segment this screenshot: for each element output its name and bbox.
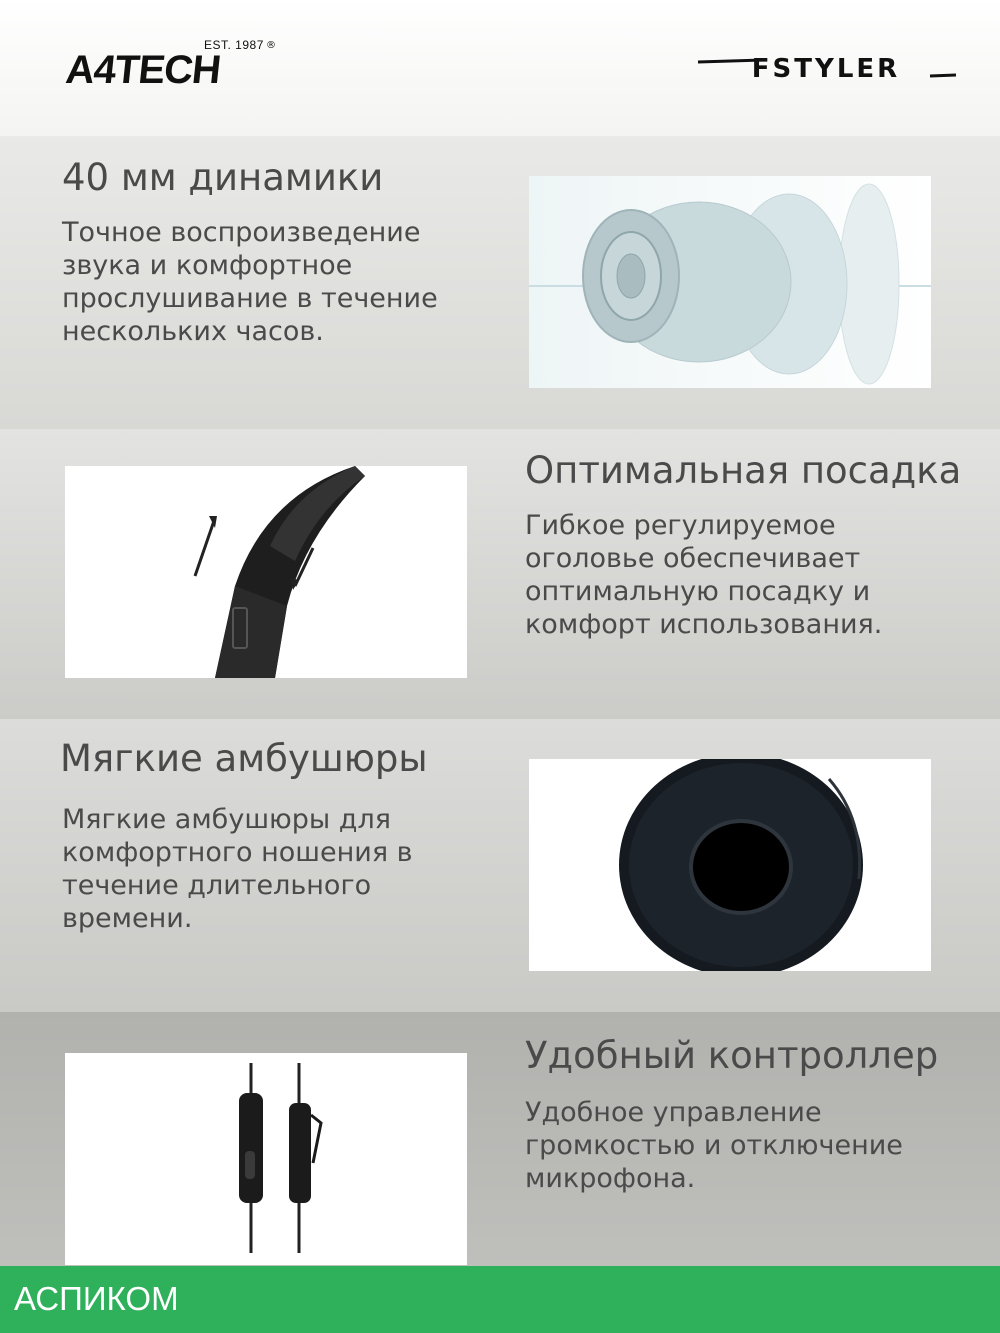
speaker-driver-image <box>529 176 931 388</box>
a4tech-logo <box>63 38 278 92</box>
feature-drivers <box>0 136 1000 429</box>
adjustable-headband-image <box>65 466 467 678</box>
feature-description: Мягкие амбушюры для комфортного ношения в течение длительного времени. <box>62 804 413 934</box>
feature-title: Мягкие амбушюры <box>60 737 428 780</box>
brand-name: A4TECH <box>63 48 223 92</box>
feature-description: Гибкое регулируемое оголовье обеспечивает оптимальную посадку и комфорт использования. <box>525 510 883 640</box>
feature-title: Удобный контроллер <box>525 1034 939 1077</box>
brand-registered-mark: ® <box>266 40 276 51</box>
feature-fit <box>0 429 1000 719</box>
feature-description: Точное воспроизведение звука и комфортное прослушивание в течение нескольких часов. <box>62 217 438 347</box>
fstyler-logo <box>694 50 960 86</box>
feature-title: 40 мм динамики <box>62 156 384 199</box>
feature-cushions <box>0 719 1000 1012</box>
footer-label: АСПИКОМ <box>14 1280 179 1317</box>
feature-description: Удобное управление громкостью и отключение микрофона. <box>525 1097 903 1194</box>
fstyler-logo-text: FSTYLER <box>751 54 901 84</box>
footer-bar <box>0 1266 1000 1333</box>
brand-est: EST. 1987 <box>204 38 264 52</box>
ear-cushion-image <box>529 759 931 971</box>
feature-title: Оптимальная посадка <box>525 449 962 492</box>
feature-controller <box>0 1012 1000 1266</box>
header <box>0 0 1000 136</box>
inline-controller-image <box>65 1053 467 1265</box>
